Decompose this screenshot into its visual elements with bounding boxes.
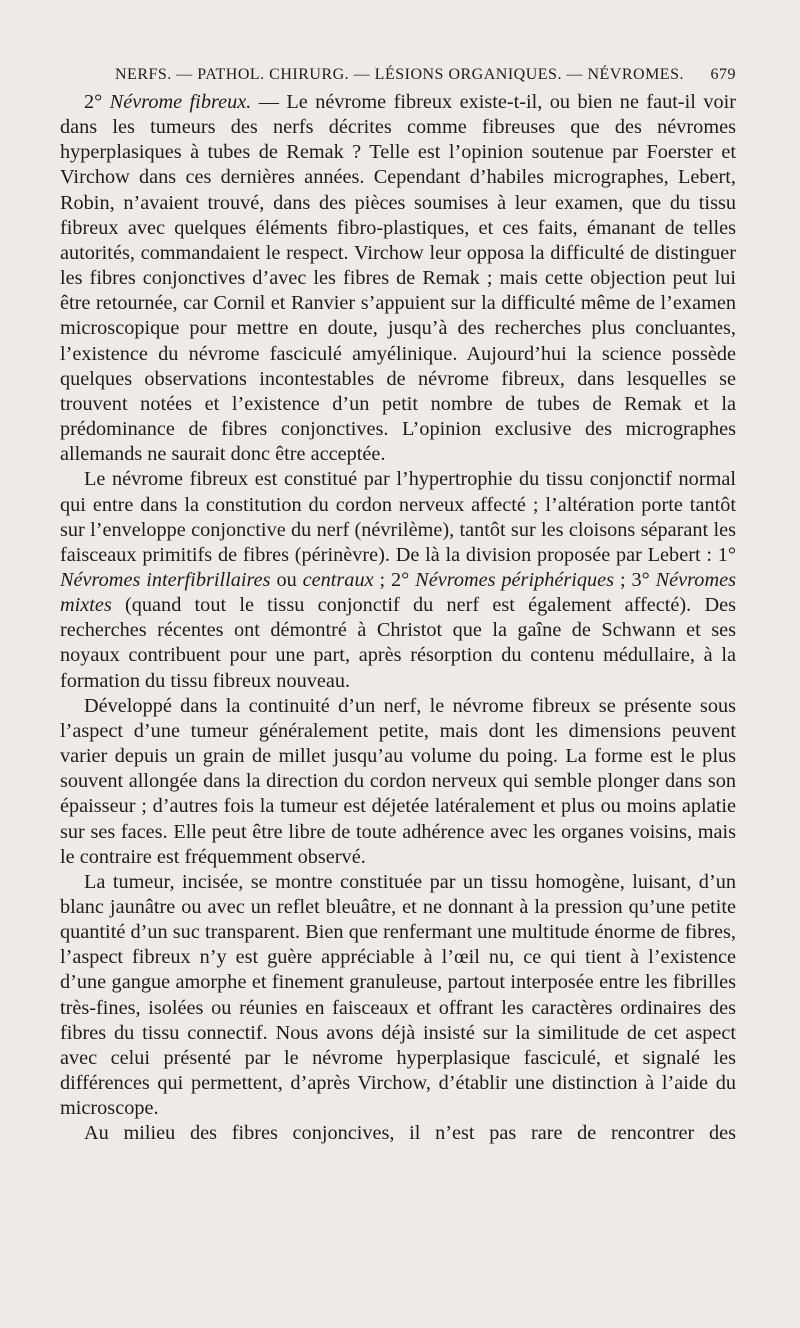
paragraph [60, 90, 736, 467]
page-number: 679 [710, 66, 736, 83]
text-run: ; 2° [373, 568, 416, 591]
italic-text-run: Névromes périphériques [415, 568, 615, 591]
italic-text-run: Névrome fibreux. [109, 91, 252, 113]
paragraph [60, 1121, 736, 1146]
italic-text-run: Névromes interfibrillaires [60, 568, 271, 591]
italic-text-run: centraux [302, 568, 374, 591]
paragraph [60, 467, 736, 693]
text-run: 2° [84, 91, 110, 113]
book-page [60, 62, 736, 1312]
text-run: La tumeur, incisée, se montre constituée par un tissu homogène, luisant, d’un blanc jaunâtre ou avec un reflet bleuâtre, et ne donnant à la pression qu’une petite quantité d’un suc transparent. Bien que renfermant une multitude énorme de fibres, l’aspect fibreux n’y est guère appréciable à l’œil nu, ce qui tient à l’existence d’une gangue amorphe et finement granuleuse, partout interposée entre les fibrilles très-fines, isolées ou réunies en faisceaux et offrant les caractères ordinaires des fibres du tissu connectif. Nous avons déjà insisté sur la similitude de cet aspect avec celui présenté par le névrome hyperplasique fasciculé, et signalé les différences qui permettent, d’après Virchow, d’établir une distinction à l’aide du microscope. [60, 870, 736, 1120]
text-run: (quand tout le tissu conjonctif du nerf est également affecté). Des recherches récentes ont démontré à Christot que la gaîne de Schwann et ses noyaux contribuent pour une part, après résorption du contenu médullaire, à la formation du tissu fibreux nouveau. [60, 594, 736, 692]
italic-text-run: Névromes mixtes [60, 568, 736, 617]
paragraph [60, 694, 736, 870]
running-title: NERFS. — PATHOL. CHIRURG. — LÉSIONS ORGANIQUES. — NÉVROMES. [115, 66, 684, 83]
text-run: ou [270, 568, 303, 591]
running-head [115, 62, 736, 88]
body-text [60, 90, 736, 1147]
text-run: — Le névrome fibreux existe-t-il, ou bien ne faut-il voir dans les tumeurs des nerfs décrites comme fibreuses que des névromes hyperplasiques à tubes de Remak ? Telle est l’opinion soutenue par Foerster et Virchow dans ces dernières années. Cependant d’habiles micrographes, Lebert, Robin, n’avaient trouvé, dans des pièces soumises à leur examen, que du tissu fibreux avec quelques éléments fibro-plastiques, et ces faits, émanant de telles autorités, commandaient le respect. Virchow leur opposa la difficulté de distinguer les fibres conjonctives d’avec les fibres de Remak ; mais cette objection peut lui être retournée, car Cornil et Ranvier s’appuient sur la difficulté même de l’examen microscopique pour mettre en doute, jusqu’à des recherches plus concluantes, l’existence du névrome fasciculé amyélinique. Aujourd’hui la science possède quelques observations incontestables de névrome fibreux, dans lesquelles se trouvent notées et l’existence d’un petit nombre de tubes de Remak et la prédominance de fibres conjonctives. L’opinion exclusive des micrographes allemands ne saurait donc être acceptée. [60, 91, 736, 466]
text-run: Au milieu des fibres conjoncives, il n’est pas rare de rencontrer des [84, 1122, 736, 1145]
text-run: Développé dans la continuité d’un nerf, le névrome fibreux se présente sous l’aspect d’une tumeur généralement petite, mais dont les dimensions peuvent varier depuis un grain de millet jusqu’au volume du poing. La forme est le plus souvent allongée dans la direction du cordon nerveux qui semble plonger dans son épaisseur ; d’autres fois la tumeur est déjetée latéralement et plus ou moins aplatie sur ses faces. Elle peut être libre de toute adhérence avec les organes voisins, mais le contraire est fréquemment observé. [60, 694, 736, 868]
text-run: Le névrome fibreux est constitué par l’hypertrophie du tissu conjonctif normal qui entre dans la constitution du cordon nerveux affecté ; l’altération porte tantôt sur l’enveloppe conjonctive du nerf (névrilème), tantôt sur les cloisons séparant les faisceaux primitifs de fibres (périnèvre). De là la division proposée par Lebert : 1° [60, 468, 736, 566]
text-run: ; 3° [614, 568, 656, 591]
paragraph [60, 870, 736, 1122]
